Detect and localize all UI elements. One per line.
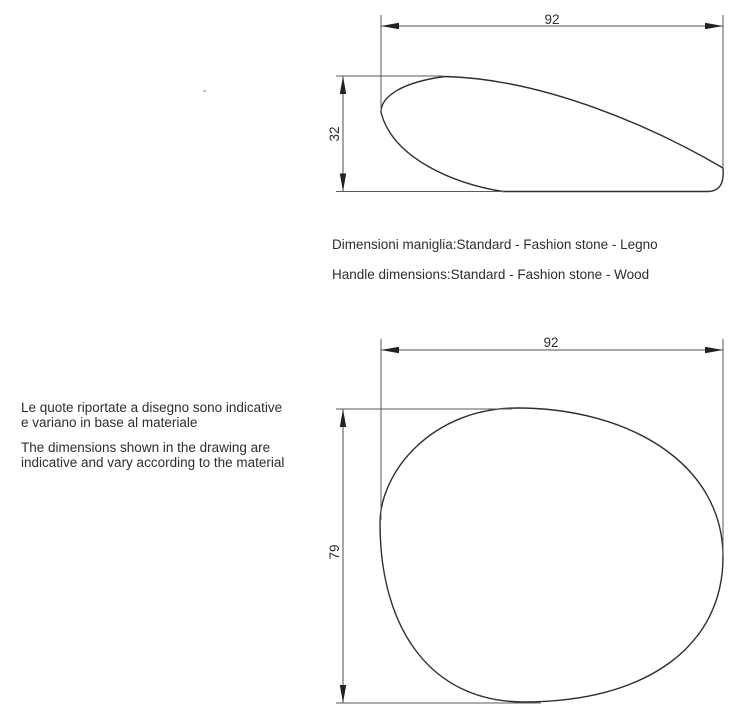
dim-arrow-right [705, 23, 723, 29]
handle-top-view-outline [380, 408, 723, 702]
height-dimension-label: 32 [327, 126, 342, 142]
note-line: e variano in base al materiale [21, 415, 198, 430]
dim-arrow-bottom [340, 685, 346, 703]
dim-arrow-bottom [340, 174, 346, 192]
dim-arrow-left [381, 347, 399, 353]
dim-arrow-top [340, 409, 346, 427]
top-view-width-dimension [381, 335, 723, 556]
side-profile-width-dimension [381, 12, 723, 167]
handle-top-view-drawing [327, 335, 723, 703]
dim-arrow-right [705, 347, 723, 353]
note-english [21, 440, 284, 470]
width-dimension-label: 92 [544, 12, 560, 27]
note-line: Le quote riportate a disegno sono indicative [21, 400, 283, 415]
handle-side-profile-outline [381, 77, 723, 192]
note-line: The dimensions shown in the drawing are [21, 440, 271, 455]
height-dimension-label: 79 [327, 544, 342, 560]
caption-handle-dimensions-english: Handle dimensions:Standard - Fashion stone - Wood [332, 267, 650, 282]
note-line: indicative and vary according to the material [21, 455, 285, 470]
top-view-height-dimension [327, 409, 541, 703]
dim-arrow-left [381, 23, 399, 29]
note-italian [21, 400, 284, 430]
caption-handle-dimensions-italian: Dimensioni maniglia:Standard - Fashion stone - Legno [332, 237, 658, 252]
dimensions-note-block [21, 400, 284, 480]
handle-side-profile-drawing [327, 12, 723, 192]
width-dimension-label: 92 [543, 335, 559, 350]
side-profile-height-dimension [327, 76, 504, 192]
dim-arrow-top [340, 76, 346, 94]
